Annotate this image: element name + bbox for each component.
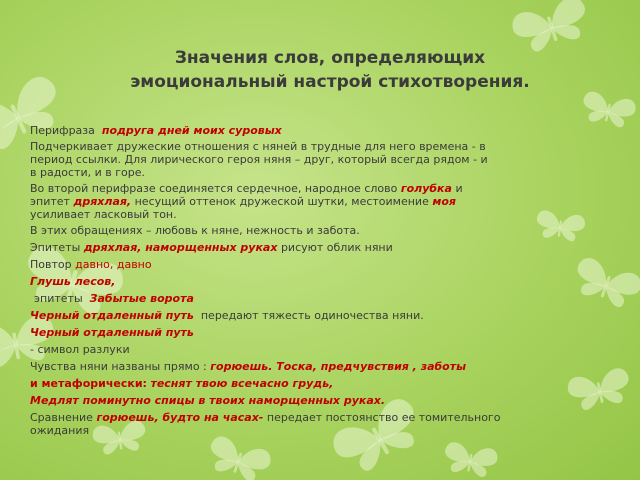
text-fragment: и метафорически:: [30, 377, 147, 390]
quote-fragment: Забытые ворота: [89, 292, 194, 305]
periphrase-line: [30, 124, 282, 137]
text-line: период ссылки. Для лирического героя няня – друг, который всегда рядом - и: [30, 153, 488, 166]
quote-line: Медлят поминутно спицы в твоих наморщенных руках.: [30, 394, 386, 407]
quote-fragment: моя: [432, 195, 456, 208]
text-line: Подчеркивает дружеские отношения с няней в трудные для него времена - в: [30, 140, 486, 153]
slide-title-line-1: Значения слов, определяющих: [174, 48, 486, 68]
quote-fragment: голубка: [400, 182, 452, 195]
text-line: [30, 195, 456, 208]
text-line: усиливает ласковый тон.: [30, 208, 177, 221]
epithets-line: [34, 292, 194, 305]
text-fragment: Повтор: [30, 258, 72, 271]
text-fragment: эпитеты: [34, 292, 83, 305]
quote-fragment: горюешь, будто на часах-: [96, 411, 264, 424]
quote-fragment: теснят твою всечасно грудь,: [150, 377, 334, 390]
slide-title-line-2: эмоциональный настрой стихотворения.: [130, 72, 530, 92]
text-line: [30, 360, 466, 373]
quote-fragment: горюешь. Тоска, предчувствия , заботы: [210, 360, 467, 373]
text-line: В этих обращениях – любовь к няне, нежность и забота.: [30, 224, 360, 237]
quote-line: Глушь лесов,: [30, 275, 116, 288]
text-fragment: рисуют облик няни: [280, 241, 393, 254]
comparison-line: [30, 411, 500, 424]
text-line: [30, 309, 424, 322]
text-fragment: Чувства няни названы прямо :: [30, 360, 207, 373]
quote-fragment: дряхлая, наморщенных руках: [83, 241, 278, 254]
text-fragment: несущий оттенок дружеской шутки, местоимение: [134, 195, 429, 208]
text-fragment: эпитет: [30, 195, 70, 208]
repetition-line: [30, 258, 152, 271]
periphrase-quote: подруга дней моих суровых: [101, 124, 282, 137]
text-line: ожидания: [30, 424, 90, 437]
text-fragment: передают тяжесть одиночества няни.: [200, 309, 424, 322]
text-line: в радости, и в горе.: [30, 166, 146, 179]
text-fragment: Сравнение: [30, 411, 93, 424]
text-line: [30, 377, 333, 390]
text-fragment: Эпитеты: [30, 241, 81, 254]
quote-line: Черный отдаленный путь: [30, 326, 194, 339]
quote-fragment: дряхлая,: [73, 195, 132, 208]
text-fragment: Во второй перифразе соединяется сердечное, народное слово: [30, 182, 398, 195]
quote-fragment: Черный отдаленный путь: [30, 309, 194, 322]
text-fragment: передает постоянство ее томительного: [266, 411, 501, 424]
text-fragment: и: [455, 182, 463, 195]
quote-fragment: давно, давно: [75, 258, 152, 271]
text-line: [30, 182, 463, 195]
periphrase-label: Перифраза: [30, 124, 95, 137]
epithets-line: [30, 241, 393, 254]
text-line: - символ разлуки: [30, 343, 130, 356]
